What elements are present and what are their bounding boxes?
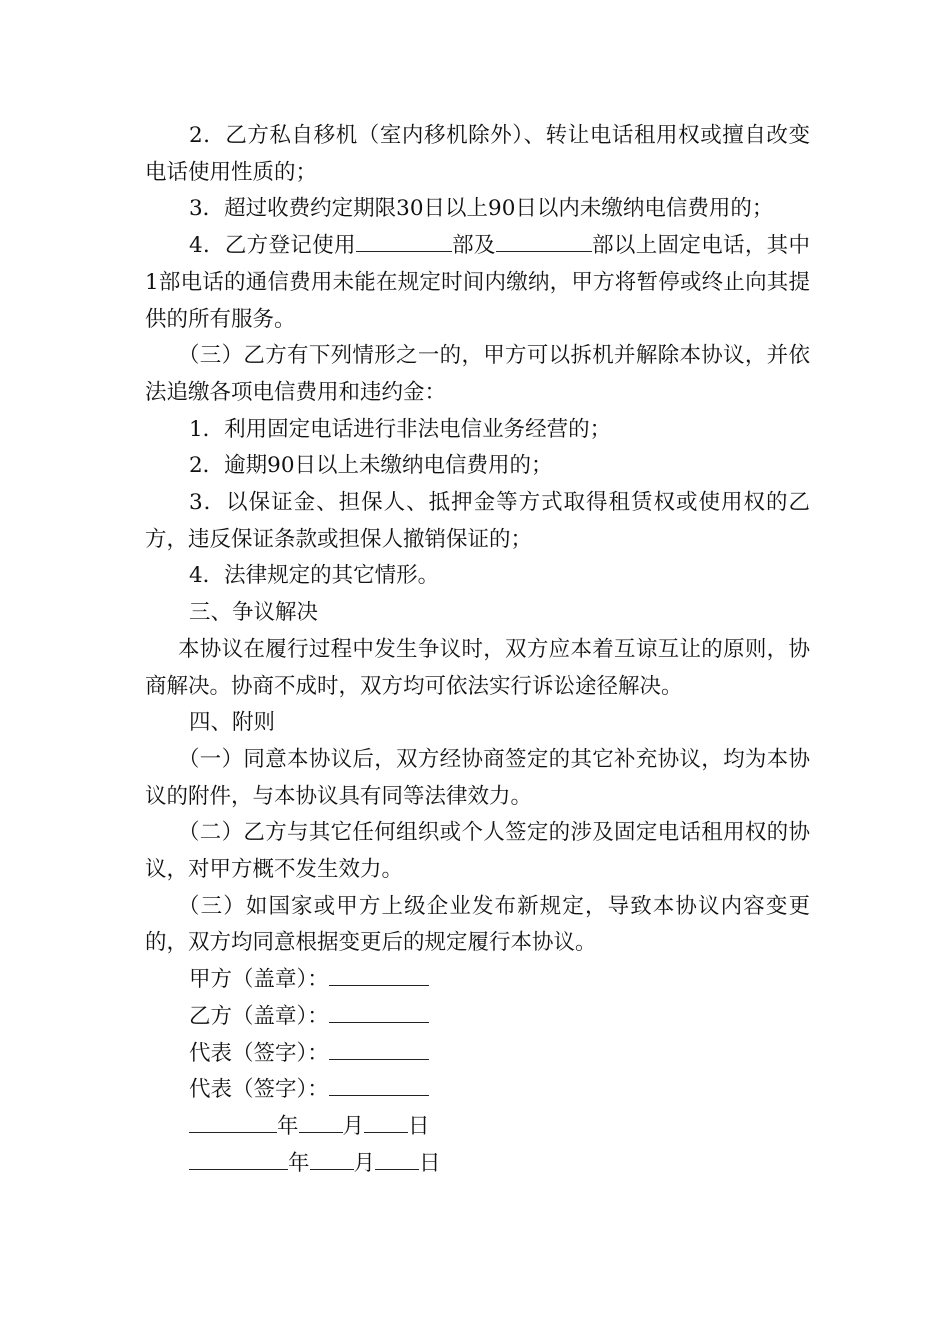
signature-party-b xyxy=(145,999,810,1036)
section-3-termination: （三）乙方有下列情形之一的，甲方可以拆机并解除本协议，并依法追缴各项电信费用和违约金： xyxy=(145,343,810,405)
phone-count-blank-1[interactable] xyxy=(356,229,452,253)
signature-label: 代表（签字）： xyxy=(189,1040,329,1066)
signature-label: 代表（签字）： xyxy=(189,1077,329,1103)
date-line-1 xyxy=(145,1109,810,1146)
month-label: 月 xyxy=(342,1113,365,1139)
signature-blank[interactable] xyxy=(329,963,429,987)
item-3-guarantee-violation: 3．以保证金、担保人、抵押金等方式取得租赁权或使用权的乙方，违反保证条款或担保人撤销保证的； xyxy=(145,490,810,552)
signature-blank[interactable] xyxy=(329,1036,429,1060)
day-blank[interactable] xyxy=(364,1109,408,1133)
clause-4-multiple-phones xyxy=(145,228,810,338)
dispute-resolution-text: 本协议在履行过程中发生争议时，双方应本着互谅互让的原则，协商解决。协商不成时，双方均可依法实行诉讼途径解决。 xyxy=(145,636,810,699)
document-body xyxy=(145,118,810,1182)
signature-rep-2 xyxy=(145,1072,810,1109)
month-label: 月 xyxy=(353,1150,376,1176)
signature-blank[interactable] xyxy=(329,999,429,1023)
signature-label: 甲方（盖章）： xyxy=(189,967,329,993)
signature-rep-1 xyxy=(145,1036,810,1073)
day-label: 日 xyxy=(408,1113,430,1139)
clause-3-overdue-fees: 3．超过收费约定期限30日以上90日以内未缴纳电信费用的； xyxy=(189,196,774,222)
clause-4-text-b: 部及 xyxy=(451,233,496,259)
item-4-other-cases: 4．法律规定的其它情形。 xyxy=(189,563,440,589)
year-blank[interactable] xyxy=(189,1109,277,1133)
item-2-overdue-90-days: 2．逾期90日以上未缴纳电信费用的； xyxy=(189,453,553,479)
year-label: 年 xyxy=(288,1150,310,1176)
clause-4-text-a: 4．乙方登记使用 xyxy=(189,233,356,259)
phone-count-blank-2[interactable] xyxy=(496,229,592,253)
supplementary-1: （一）同意本协议后，双方经协商签定的其它补充协议，均为本协议的附件，与本协议具有同等法律效力。 xyxy=(145,746,810,809)
heading-supplementary: 四、附则 xyxy=(189,710,276,736)
signature-party-a xyxy=(145,962,810,999)
clause-2-private-relocation: 2．乙方私自移机（室内移机除外）、转让电话租用权或擅自改变电话使用性质的； xyxy=(145,123,810,185)
signature-blank[interactable] xyxy=(329,1073,429,1097)
day-blank[interactable] xyxy=(375,1146,419,1170)
day-label: 日 xyxy=(419,1150,441,1176)
heading-dispute-resolution: 三、争议解决 xyxy=(189,600,319,626)
year-label: 年 xyxy=(277,1113,299,1139)
item-1-illegal-business: 1．利用固定电话进行非法电信业务经营的； xyxy=(189,416,612,442)
supplementary-3: （三）如国家或甲方上级企业发布新规定，导致本协议内容变更的，双方均同意根据变更后的规定履行本协议。 xyxy=(145,893,810,956)
year-blank[interactable] xyxy=(189,1146,288,1170)
supplementary-2: （二）乙方与其它任何组织或个人签定的涉及固定电话租用权的协议，对甲方概不发生效力。 xyxy=(145,820,810,883)
signature-label: 乙方（盖章）： xyxy=(189,1003,329,1029)
month-blank[interactable] xyxy=(310,1146,354,1170)
month-blank[interactable] xyxy=(299,1109,343,1133)
clause-4-text-c: 部以上固定电话，其中1部电话的通信费用未能在规定时间内缴纳，甲方将暂停或终止向其提供的所有服务。 xyxy=(145,233,810,332)
date-line-2 xyxy=(145,1146,810,1183)
